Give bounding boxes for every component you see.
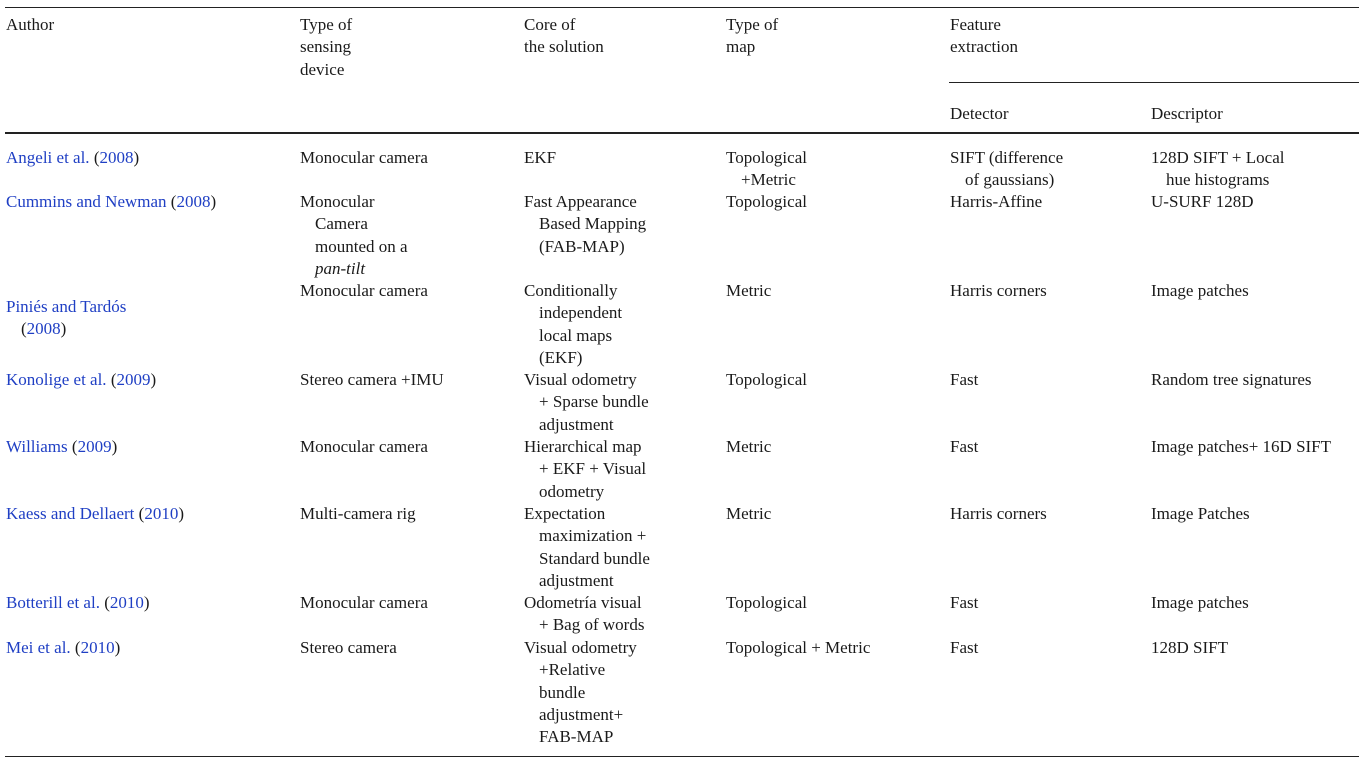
header-core-solution: Core of the solution bbox=[524, 15, 604, 57]
descriptor-cell: Image Patches bbox=[1151, 504, 1250, 523]
year-link[interactable]: 2009 bbox=[116, 370, 151, 389]
header-descriptor: Descriptor bbox=[1151, 104, 1223, 123]
top-rule bbox=[5, 7, 1359, 8]
author-cell: Botterill et al. (2010) bbox=[6, 593, 150, 612]
detector-cell: Fast bbox=[950, 593, 979, 612]
year-link[interactable]: 2009 bbox=[77, 437, 112, 456]
descriptor-cell: Image patches bbox=[1151, 281, 1249, 300]
author-link[interactable]: Konolige et al. bbox=[6, 370, 111, 389]
author-link[interactable]: Williams bbox=[6, 437, 72, 456]
detector-cell: Fast bbox=[950, 437, 979, 456]
year-link[interactable]: 2008 bbox=[176, 192, 211, 211]
author-cell: Konolige et al. (2009) bbox=[6, 370, 157, 389]
year-link[interactable]: 2010 bbox=[80, 638, 115, 657]
author-link[interactable]: Angeli et al. bbox=[6, 148, 94, 167]
sensing-cell: Monocular camera bbox=[300, 593, 428, 612]
descriptor-cell: 128D SIFT bbox=[1151, 638, 1228, 657]
map-cell: Metric bbox=[726, 504, 772, 523]
header-sensing-device: Type of sensing device bbox=[300, 15, 353, 79]
sensing-cell: Monocular Camera mounted on a pan-tilt bbox=[300, 192, 408, 278]
descriptor-cell: Image patches+ 16D SIFT bbox=[1151, 437, 1332, 456]
author-link[interactable]: Mei et al. bbox=[6, 638, 75, 657]
year-link[interactable]: 2010 bbox=[144, 504, 179, 523]
year-link[interactable]: 2008 bbox=[99, 148, 134, 167]
header-bottom-rule bbox=[5, 132, 1359, 134]
author-cell: Angeli et al. (2008) bbox=[6, 148, 140, 167]
core-cell: Visual odometry +Relative bundle adjustment+ FAB-MAP bbox=[524, 638, 637, 747]
map-cell: Topological + Metric bbox=[726, 638, 871, 657]
sensing-cell: Monocular camera bbox=[300, 281, 428, 300]
map-cell: Topological +Metric bbox=[726, 148, 807, 190]
core-cell: Fast Appearance Based Mapping (FAB-MAP) bbox=[524, 192, 647, 256]
descriptor-cell: Image patches bbox=[1151, 593, 1249, 612]
year-link[interactable]: 2008 bbox=[26, 319, 61, 339]
map-cell: Topological bbox=[726, 192, 807, 211]
sensing-cell: Monocular camera bbox=[300, 437, 428, 456]
author-link[interactable]: Cummins and Newman bbox=[6, 192, 171, 211]
feature-extraction-rule bbox=[949, 82, 1359, 83]
detector-cell: SIFT (difference of gaussians) bbox=[950, 148, 1064, 190]
core-cell: EKF bbox=[524, 148, 557, 167]
author-link[interactable]: Kaess and Dellaert bbox=[6, 504, 139, 523]
descriptor-cell: 128D SIFT + Local hue histograms bbox=[1151, 148, 1285, 190]
map-cell: Topological bbox=[726, 370, 807, 389]
sensing-cell: Multi-camera rig bbox=[300, 504, 416, 523]
map-cell: Topological bbox=[726, 593, 807, 612]
detector-cell: Harris corners bbox=[950, 281, 1047, 300]
sensing-cell: Stereo camera bbox=[300, 638, 397, 657]
core-cell: Odometría visual + Bag of words bbox=[524, 593, 645, 635]
author-cell: Kaess and Dellaert (2010) bbox=[6, 504, 184, 523]
core-cell: Visual odometry + Sparse bundle adjustment bbox=[524, 370, 649, 434]
detector-cell: Fast bbox=[950, 638, 979, 657]
detector-cell: Fast bbox=[950, 370, 979, 389]
detector-cell: Harris corners bbox=[950, 504, 1047, 523]
header-feature-extraction: Feature extraction bbox=[950, 15, 1018, 57]
core-cell: Conditionally independent local maps (EKF) bbox=[524, 281, 623, 367]
map-cell: Metric bbox=[726, 437, 772, 456]
map-cell: Metric bbox=[726, 281, 772, 300]
core-cell: Expectation maximization + Standard bundle adjustment bbox=[524, 504, 650, 590]
author-link[interactable]: Piniés and Tardós bbox=[6, 297, 127, 316]
author-link[interactable]: Botterill et al. bbox=[6, 593, 105, 612]
sensing-cell: Monocular camera bbox=[300, 148, 428, 167]
core-cell: Hierarchical map + EKF + Visual odometry bbox=[524, 437, 647, 501]
author-cell: Cummins and Newman (2008) bbox=[6, 192, 217, 211]
author-cell: Mei et al. (2010) bbox=[6, 638, 121, 657]
header-detector: Detector bbox=[950, 104, 1009, 123]
detector-cell: Harris-Affine bbox=[950, 192, 1043, 211]
bottom-rule bbox=[5, 756, 1359, 757]
header-author: Author bbox=[6, 15, 55, 34]
author-cell: Piniés and Tardós (2008) bbox=[6, 297, 127, 339]
year-link[interactable]: 2010 bbox=[109, 593, 144, 612]
author-cell: Williams (2009) bbox=[6, 437, 118, 456]
header-map-type: Type of map bbox=[726, 15, 779, 57]
descriptor-cell: Random tree signatures bbox=[1151, 370, 1312, 389]
descriptor-cell: U-SURF 128D bbox=[1151, 192, 1254, 211]
sensing-cell: Stereo camera +IMU bbox=[300, 370, 444, 389]
